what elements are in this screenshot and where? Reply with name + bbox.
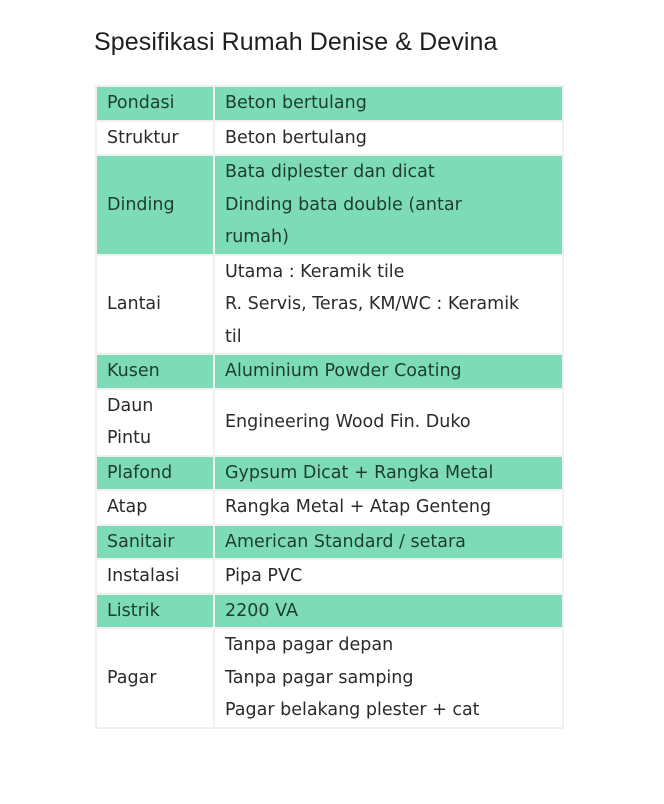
value-line: til [225,326,242,347]
value-line: Engineering Wood Fin. Duko [225,411,471,432]
row-label: Kusen [96,354,214,389]
label-line: Daun [107,395,154,416]
value-line: R. Servis, Teras, KM/WC : Keramik [225,294,520,314]
value-line: Bata diplester dan dicat [225,162,435,182]
row-value [214,354,563,389]
row-value [214,389,563,456]
row-label: Pagar [96,628,214,728]
label-line: Pintu [107,428,152,448]
row-value [214,559,563,594]
value-line: Beton bertulang [225,127,367,148]
value-line: Pipa PVC [225,566,303,586]
table-row-lantai [96,255,563,355]
value-line: Utama : Keramik tile [225,261,405,282]
row-label: Plafond [96,456,214,491]
table-row-instalasi [96,559,563,594]
row-value [214,255,563,355]
row-value [214,628,563,728]
page-title: Spesifikasi Rumah Denise & Devina [94,28,498,56]
value-line: Rangka Metal + Atap Genteng [225,497,492,517]
value-line: 2200 VA [225,600,298,621]
row-value [214,525,563,560]
row-label: Struktur [96,121,214,156]
row-label: Listrik [96,594,214,629]
table-row-pondasi [96,86,563,121]
row-value [214,594,563,629]
table-row-dinding [96,155,563,255]
table-row-struktur [96,121,563,156]
table-row-plafond [96,456,563,491]
table-row-listrik [96,594,563,629]
table-row-sanitair [96,525,563,560]
table-row-daun-pintu [96,389,563,456]
row-value [214,490,563,525]
table-row-atap [96,490,563,525]
row-label: Lantai [96,255,214,355]
value-line: Tanpa pagar depan [225,635,394,655]
row-label: Pondasi [96,86,214,121]
row-label [96,389,214,456]
value-line: Aluminium Powder Coating [225,361,462,381]
value-line: Gypsum Dicat + Rangka Metal [225,462,494,483]
row-label: Sanitair [96,525,214,560]
row-value [214,155,563,255]
value-line: American Standard / setara [225,531,466,552]
spec-table [95,85,564,729]
row-label: Atap [96,490,214,525]
table-row-pagar [96,628,563,728]
table-row-kusen [96,354,563,389]
value-line: rumah) [225,227,289,247]
row-label: Dinding [96,155,214,255]
row-label: Instalasi [96,559,214,594]
value-line: Dinding bata double (antar [225,194,462,215]
row-value [214,86,563,121]
value-line: Tanpa pagar samping [225,667,414,688]
row-value [214,456,563,491]
value-line: Beton bertulang [225,93,367,113]
row-value [214,121,563,156]
value-line: Pagar belakang plester + cat [225,700,480,720]
